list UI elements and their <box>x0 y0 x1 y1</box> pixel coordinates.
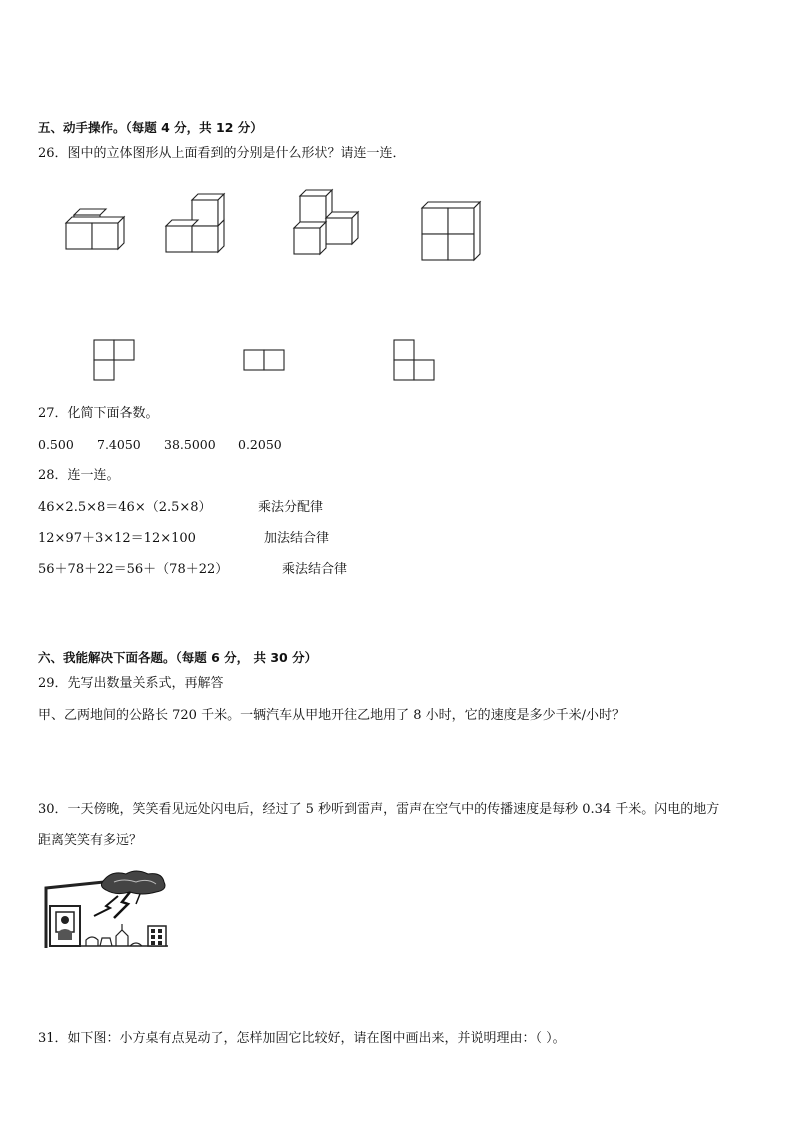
question-29-body: 甲、乙两地间的公路长 720 千米。一辆汽车从甲地开往乙地用了 8 小时，它的速度是多少千米/小时？ <box>38 708 625 723</box>
solid-figure-4 <box>418 198 484 264</box>
solid-figure-3 <box>288 186 360 258</box>
number-2: 7.4050 <box>97 437 141 452</box>
question-30-line-1: 30．一天傍晚，笑笑看见远处闪电后，经过了 5 秒听到雷声，雷声在空气中的传播速度是每秒 0.34 千米。闪电的地方 <box>38 802 720 817</box>
law-1: 乘法分配律 <box>258 500 324 515</box>
law-3: 乘法结合律 <box>282 562 348 577</box>
top-view-2 <box>242 348 288 374</box>
lightning-illustration <box>44 868 170 952</box>
question-26: 26．图中的立体图形从上面看到的分别是什么形状？请连一连． <box>38 146 406 161</box>
expression-2: 12×97＋3×12＝12×100 <box>38 531 196 546</box>
solid-figure-1 <box>60 205 130 255</box>
expression-1: 46×2.5×8＝46×（2.5×8） <box>38 500 212 515</box>
law-2: 加法结合律 <box>264 531 330 546</box>
question-29: 29．先写出数量关系式，再解答 <box>38 676 224 691</box>
section-6-heading: 六、我能解决下面各题。（每题 6 分， 共 30 分） <box>38 650 318 665</box>
number-1: 0.500 <box>38 437 74 452</box>
top-view-3 <box>392 338 438 384</box>
question-27: 27．化简下面各数。 <box>38 406 159 421</box>
question-30-line-2: 距离笑笑有多远？ <box>38 833 143 848</box>
question-28: 28．连一连。 <box>38 468 120 483</box>
number-3: 38.5000 <box>164 437 216 452</box>
number-4: 0.2050 <box>238 437 282 452</box>
top-view-1 <box>92 338 138 384</box>
expression-3: 56＋78＋22＝56＋（78＋22） <box>38 562 229 577</box>
solid-figure-2 <box>162 192 232 258</box>
section-5-heading: 五、动手操作。（每题 4 分，共 12 分） <box>38 120 263 135</box>
question-31: 31．如下图：小方桌有点晃动了，怎样加固它比较好，请在图中画出来，并说明理由：（ ）。 <box>38 1031 566 1046</box>
